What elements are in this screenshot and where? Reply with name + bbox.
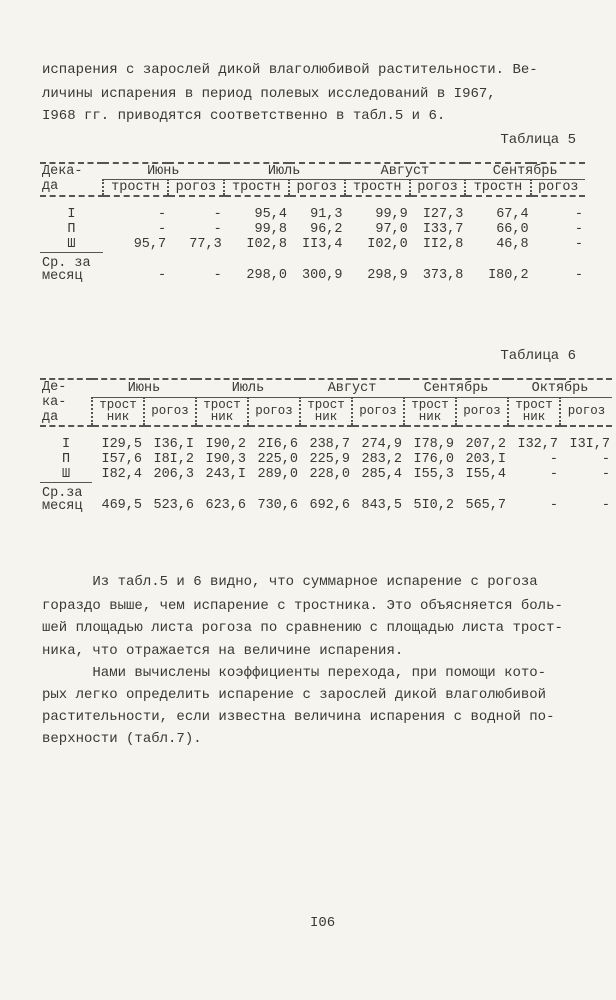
table-cell: I55,3 — [413, 467, 454, 483]
table-cell: - — [549, 452, 558, 467]
page-number: I06 — [310, 915, 336, 931]
month-header: Июль — [196, 379, 300, 397]
table-cell: 91,3 — [310, 207, 343, 222]
table-cell: I02,8 — [246, 237, 287, 253]
table-cell: I36,I — [153, 437, 194, 452]
table-cell: - — [574, 268, 583, 283]
table5-caption: Таблица 5 — [500, 132, 576, 148]
sub-header-rogoz: рогоз — [410, 180, 466, 197]
table-cell: II2,8 — [422, 237, 464, 253]
table-cell: 225,9 — [309, 452, 350, 467]
table-cell: - — [213, 207, 222, 222]
table-cell: - — [158, 207, 167, 222]
table-cell: II3,4 — [302, 237, 343, 253]
table-cell: 77,3 — [189, 237, 222, 253]
table-cell: 289,0 — [257, 467, 298, 483]
table-6 — [40, 378, 612, 513]
table-row — [40, 207, 585, 222]
row-label: I — [61, 437, 71, 452]
sub-header-rogoz: рогоз — [248, 397, 300, 426]
sub-header-trostnik: трост ник — [404, 397, 456, 426]
table-cell: I90,3 — [205, 452, 246, 467]
table-cell: 46,8 — [496, 237, 529, 253]
table-cell: 67,4 — [496, 207, 529, 222]
table-cell: I76,0 — [413, 452, 454, 467]
table-row-average — [40, 253, 585, 284]
table-cell: 5I0,2 — [413, 498, 454, 513]
table-row — [40, 467, 612, 483]
sub-header-trostnik: тростн — [345, 180, 410, 197]
table-cell: 99,8 — [254, 222, 287, 237]
row-label: Ш — [61, 467, 71, 482]
table-cell: - — [601, 498, 610, 513]
table-cell: 469,5 — [101, 498, 142, 513]
row-label: I — [67, 207, 76, 222]
month-header: Август — [345, 163, 466, 180]
avg-label: Ср.за месяц — [40, 483, 92, 514]
text-line: I968 гг. приводятся соответственно в табл.5 и 6. — [42, 108, 446, 124]
table-cell: 730,6 — [257, 498, 298, 513]
table-cell: 298,0 — [246, 268, 287, 283]
table-cell: I55,4 — [465, 467, 506, 483]
table-cell: 565,7 — [465, 498, 506, 513]
table-cell: - — [574, 222, 583, 237]
sub-header-trostnik: тростн — [224, 180, 289, 197]
table-cell: - — [601, 452, 610, 467]
table-cell: - — [549, 467, 558, 483]
table-cell: 95,4 — [254, 207, 287, 222]
table-5 — [40, 162, 585, 283]
sub-header-rogoz: рогоз — [456, 397, 508, 426]
table-cell: - — [574, 207, 583, 222]
table-cell: I29,5 — [101, 437, 142, 452]
table-cell: I57,6 — [101, 452, 142, 467]
text-line: личины испарения в период полевых исследований в I967, — [42, 86, 496, 102]
table-cell: 97,0 — [375, 222, 408, 237]
table-row — [40, 222, 585, 237]
text-line: Из табл.5 и 6 видно, что суммарное испарение с рогоза — [42, 574, 538, 590]
row-label: П — [67, 222, 76, 237]
text-line: верхности (табл.7). — [42, 731, 202, 747]
table-row — [40, 237, 585, 253]
table-cell: - — [158, 222, 167, 237]
row-label: П — [61, 452, 71, 467]
table-cell: - — [601, 467, 610, 483]
table-cell: I82,4 — [101, 467, 142, 483]
table6-caption: Таблица 6 — [500, 348, 576, 364]
sub-header-trostnik: тростн — [103, 180, 168, 197]
month-header: Октябрь — [508, 379, 612, 397]
table-cell: 96,2 — [310, 222, 343, 237]
table-cell: 623,6 — [205, 498, 246, 513]
text-line: Нами вычислены коэффициенты перехода, при помощи кото- — [42, 665, 547, 681]
text-line: ника, что отражается на величине испарения. — [42, 643, 404, 659]
table-cell: - — [158, 268, 167, 283]
table-cell: I90,2 — [205, 437, 246, 452]
sub-header-rogoz: рогоз — [531, 180, 585, 197]
sub-header-rogoz: рогоз — [352, 397, 404, 426]
table-row-average — [40, 483, 612, 514]
table-cell: - — [549, 498, 558, 513]
table-cell: 238,7 — [309, 437, 350, 452]
table-row — [40, 437, 612, 452]
table-cell: 285,4 — [361, 467, 402, 483]
sub-header-rogoz: рогоз — [560, 397, 612, 426]
table-cell: I27,3 — [422, 207, 464, 222]
text-line: гораздо выше, чем испарение с тростника. Это объясняется боль- — [42, 598, 563, 614]
sub-header-rogoz: рогоз — [289, 180, 345, 197]
table-cell: 66,0 — [496, 222, 529, 237]
table-cell: I02,0 — [367, 237, 408, 253]
table-cell: I78,9 — [413, 437, 454, 452]
dekada-header: Де- ка- да — [40, 379, 92, 426]
dekada-header: Дека- да — [40, 163, 103, 196]
row-label: Ш — [67, 237, 76, 252]
table-cell: 2I6,6 — [257, 437, 298, 452]
sub-header-trostnik: трост ник — [300, 397, 352, 426]
table-cell: 283,2 — [361, 452, 402, 467]
table-cell: I80,2 — [488, 268, 529, 283]
table-cell: 243,I — [205, 467, 246, 483]
table-cell: 228,0 — [309, 467, 350, 483]
text-line: испарения с зарослей дикой влаголюбивой растительности. Ве- — [42, 62, 538, 78]
sub-header-rogoz: рогоз — [144, 397, 196, 426]
sub-header-trostnik: трост ник — [196, 397, 248, 426]
month-header: Август — [300, 379, 404, 397]
text-line: шей площадью листа рогоза по сравнению с площадью листа трост- — [42, 620, 563, 636]
text-line: растительности, если известна величина испарения с водной по- — [42, 709, 555, 725]
table-cell: 99,9 — [375, 207, 408, 222]
table-cell: - — [574, 237, 583, 253]
table-cell: 692,6 — [309, 498, 350, 513]
sub-header-trostnik: трост ник — [92, 397, 144, 426]
table-cell: 523,6 — [153, 498, 194, 513]
table-cell: 95,7 — [133, 237, 167, 253]
month-header: Июнь — [103, 163, 224, 180]
avg-label: Ср. за месяц — [40, 253, 103, 284]
table-cell: I32,7 — [517, 437, 558, 452]
sub-header-trostnik: тростн — [465, 180, 530, 197]
text-line: рых легко определить испарение с зарослей дикой влаголюбивой — [42, 687, 547, 703]
month-header: Сентябрь — [404, 379, 508, 397]
table-cell: 274,9 — [361, 437, 402, 452]
month-header: Сентябрь — [465, 163, 585, 180]
table-cell: I3I,7 — [569, 437, 610, 452]
table-cell: 206,3 — [153, 467, 194, 483]
table-cell: - — [213, 222, 222, 237]
sub-header-trostnik: трост ник — [508, 397, 560, 426]
table-cell: 298,9 — [367, 268, 408, 283]
table-cell: 203,I — [465, 452, 506, 467]
table-cell: 373,8 — [422, 268, 464, 283]
table-cell: 300,9 — [302, 268, 343, 283]
table-cell: 843,5 — [361, 498, 402, 513]
month-header: Июль — [224, 163, 345, 180]
table-cell: I33,7 — [422, 222, 464, 237]
table-cell: 225,0 — [257, 452, 298, 467]
table-cell: I8I,2 — [153, 452, 194, 467]
sub-header-rogoz: рогоз — [168, 180, 224, 197]
table-cell: - — [213, 268, 222, 283]
table-cell: 207,2 — [465, 437, 506, 452]
month-header: Июнь — [92, 379, 196, 397]
table-row — [40, 452, 612, 467]
